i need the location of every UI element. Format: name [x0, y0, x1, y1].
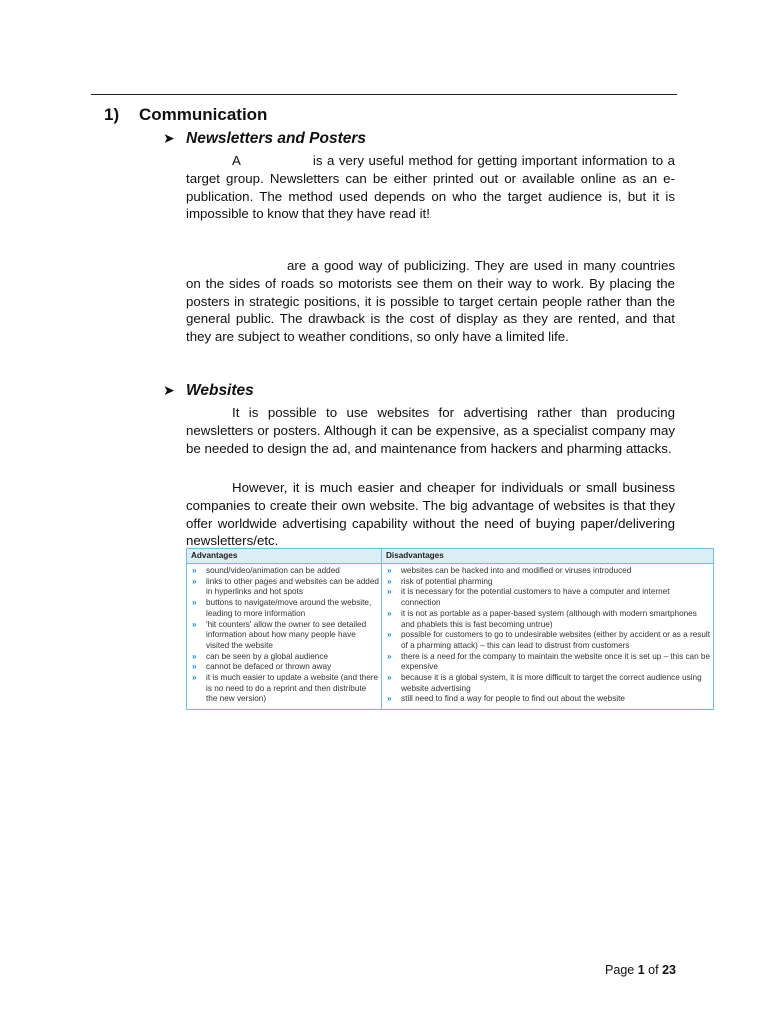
subheading-newsletters: [163, 130, 366, 148]
list-item: » possible for customers to go to undesirable websites (either by accident or as a result of a pharming attack) – this can lead to distrust from customers: [384, 630, 711, 651]
section-number: 1): [104, 105, 120, 124]
disadvantages-header: Disadvantages: [382, 549, 714, 564]
advantages-disadvantages-table: [186, 548, 714, 710]
newsletters-p1-start: A: [232, 153, 241, 168]
newsletters-heading: Newsletters and Posters: [186, 130, 367, 147]
posters-p2: are a good way of publicizing. They are used in many countries on the sides of roads so motorists see them on their way to work. By placing the posters in strategic positions, it is possible to target certain people rather than the general public. The drawback is the cost of display as they are rented, and that they are subject to weather conditions, so only have a limited life.: [186, 258, 675, 345]
advantages-list: [189, 566, 379, 705]
list-item: » it is much easier to update a website (and there is no need to do a reprint and then distribute the new version): [189, 673, 379, 705]
list-item: » buttons to navigate/move around the website, leading to more information: [189, 598, 379, 619]
list-item: » links to other pages and websites can be added in hyperlinks and hot spots: [189, 577, 379, 598]
list-item: » websites can be hacked into and modified or viruses introduced: [384, 566, 711, 577]
page-footer: [605, 963, 676, 977]
arrowhead-bullet-icon: ➤: [163, 130, 175, 146]
disadvantages-list: [384, 566, 711, 705]
newsletters-p1-rest: is a very useful method for getting important information to a target group. Newsletters can be either printed out or available online as an e-publication. The method used depends on who the target audience is, but it is impossible to know that they have read it!: [186, 153, 675, 222]
posters-paragraph: [186, 257, 675, 346]
page-label: Page: [605, 963, 635, 977]
list-item: » risk of potential pharming: [384, 577, 711, 588]
list-item: » still need to find a way for people to find out about the website: [384, 694, 711, 705]
page-number: 1: [637, 963, 645, 977]
page-total: 23: [662, 963, 676, 977]
header-rule: [91, 94, 677, 95]
list-item: » because it is a global system, it is more difficult to target the correct audience using website advertising: [384, 673, 711, 694]
websites-paragraph-1: [186, 404, 675, 457]
websites-paragraph-2: [186, 479, 675, 550]
list-item: » can be seen by a global audience: [189, 652, 379, 663]
websites-heading: Websites: [186, 382, 254, 399]
advantages-cell: [187, 564, 382, 710]
section-heading: [104, 105, 267, 125]
list-item: » cannot be defaced or thrown away: [189, 662, 379, 673]
section-title: Communication: [139, 105, 268, 124]
disadvantages-cell: [382, 564, 714, 710]
list-item: » 'hit counters' allow the owner to see detailed information about how many people have visited the website: [189, 620, 379, 652]
list-item: » there is a need for the company to maintain the website once it is set up – this can be expensive: [384, 652, 711, 673]
websites-p2: However, it is much easier and cheaper for individuals or small business companies to create their own website. The big advantage of websites is that they offer worldwide advertising capability without the need of buying paper/delivering newsletters/etc.: [186, 480, 675, 549]
list-item: » it is not as portable as a paper-based system (although with modern smartphones and phablets this is fast becoming untrue): [384, 609, 711, 630]
of-label: of: [648, 963, 659, 977]
list-item: » sound/video/animation can be added: [189, 566, 379, 577]
websites-p1: It is possible to use websites for advertising rather than producing newsletters or posters. Although it can be expensive, as a specialist company may be needed to design the ad, and maintenance from hackers and pharming attacks.: [186, 405, 675, 456]
arrowhead-bullet-icon: ➤: [163, 382, 175, 398]
subheading-websites: [163, 382, 254, 400]
advantages-header: Advantages: [187, 549, 382, 564]
list-item: » it is necessary for the potential customers to have a computer and internet connection: [384, 587, 711, 608]
newsletters-paragraph: [186, 152, 675, 223]
